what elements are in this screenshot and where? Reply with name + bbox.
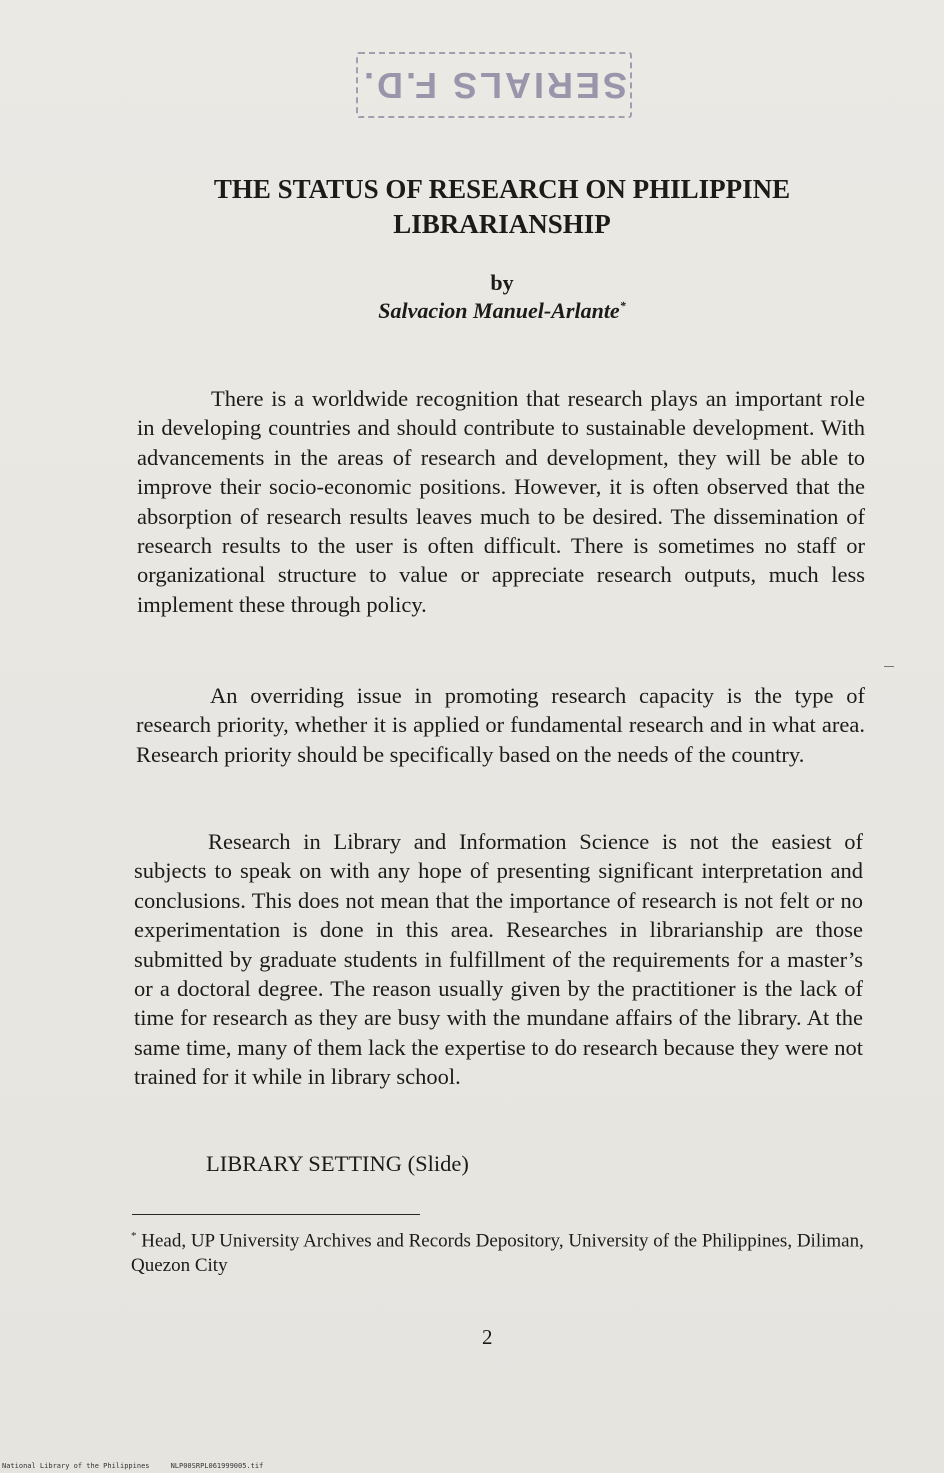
- author-footnote-mark: *: [619, 298, 626, 313]
- footnote-text: Head, UP University Archives and Records Depository, University of the Philippines, Diliman, Quezon City: [131, 1230, 864, 1277]
- footnote-divider: [132, 1214, 420, 1215]
- section-heading: LIBRARY SETTING (Slide): [206, 1151, 469, 1176]
- margin-mark: [884, 666, 894, 667]
- body-paragraph-2: An overriding issue in promoting research capacity is the type of research priority, whether it is applied or fundamental research and in what area. Research priority should be specifically based on the needs of the country.: [136, 683, 865, 767]
- scan-footer: National Library of the Philippines NLP00SRPL061999005.tif: [2, 1462, 264, 1470]
- author-name-text: Salvacion Manuel-Arlante: [378, 298, 620, 323]
- author-name: [130, 298, 874, 324]
- body-paragraph-3: Research in Library and Information Science is not the easiest of subjects to speak on with any hope of presenting significant interpretation and conclusions. This does not mean that the importance of research is not felt or no experimentation is done in this area. Researches in librarianship are those submitted by graduate students in fulfillment of the requirements for a master’s or a doctoral degree. The reason usually given by the practitioner is the lack of time for research as they are busy with the mundane affairs of the library. At the same time, many of them lack the expertise to do research because they were not trained for it while in library school.: [134, 829, 863, 1090]
- body-paragraph-1: There is a worldwide recognition that research plays an important role in developing countries and should contribute to sustainable development. With advancements in the areas of research and development, they will be able to improve their socio-economic positions. However, it is often observed that the absorption of research results leaves much to be desired. The dissemination of research results to the user is often difficult. There is sometimes no staff or organizational structure to value or appreciate research outputs, much less implement these through policy.: [137, 386, 865, 617]
- footnote: [131, 1224, 871, 1278]
- byline-prefix: by: [490, 270, 514, 295]
- serials-stamp: [356, 52, 632, 118]
- article-title: THE STATUS OF RESEARCH ON PHILIPPINE LIBRARIANSHIP: [213, 174, 791, 239]
- page-number: 2: [482, 1325, 493, 1349]
- footnote-mark: *: [131, 1230, 137, 1242]
- stamp-text: SERIALS F.D.: [360, 65, 628, 106]
